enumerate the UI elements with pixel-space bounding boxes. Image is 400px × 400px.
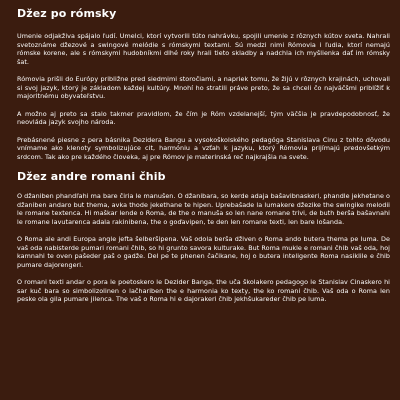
paragraph: O Roma ale andi Europa angle jefta šelberšipena. Vaš odola berša dživen o Roma ando butera thema pe luma. De vaš oda nabisterde pumari romani čhib, so hi grunto savora kulturake. But Roma mukle e romani čhib vaš oda, hoj kamnahi te oven pašeder paš o gadže. Del pe te phenen čačikane, hoj o butera inteligente Roma nasiklile e čhib pumare dajorengeri. [17,235,390,269]
section-romani [17,192,390,304]
paragraph: Prebásnené piesne z pera básnika Dezidera Bangu a vysokoškolského pedagóga Stanislava Cinu z tohto dôvodu vnímame ako klenoty symbolizujúce cit, harmóniu a vzťah k jazyku, ktorý Rómovia prijímajú predovšetkým srdcom. Tak ako pre každého človeka, aj pre Rómov je materinská reč najkrajšia na svete. [17,135,390,161]
paragraph: Rómovia prišli do Európy približne pred siedmimi storočiami, a napriek tomu, že žijú v rôznych krajinách, uchovali si svoj jazyk, ktorý je základom každej kultúry. Mnohí ho stratili práve preto, že sa chceli čo najväčšmi priblížiť k majoritnému obyvateľstvu. [17,75,390,100]
section-slovak [17,32,390,161]
paragraph: A možno aj preto sa stalo takmer pravidlom, že čím je Róm vzdelanejší, tým väčšia je pravdepodobnosť, že neovláda jazyk svojho národa. [17,109,390,126]
paragraph: O romani texti andar o pora le poetoskero le Dezider Banga, the uča školakero pedagogo le Stanislav Cinaskero hi sar kuč bara so simbolizolinen o lačhariben the e harmonia ko texty, the ko romani čhib. Vaš oda o Roma len peske ola gila pumare jilenca. The vaš o Roma hi e dajorakeri čhib jekhšukareder čhib pe luma. [17,278,390,303]
paragraph: O džaniben phandľahi ma bare čiria le manušen. O džanibara, so kerde adaja bašavibnaskeri, phandle jekhetane o džaniben andaro but thema, avka thode jekethane te hipen. Uprebašade la lumakere džezike the swingike melodii le romane textenca. Hi maškar lende o Roma, de the o manuša so len nane romane trivi, de buth berša bašavnahi le romane lavutarenca adala rakinibena, the o goďavipen, te den len romane texti, len bare lošanda. [17,192,390,226]
heading-romani: Džez andre romani čhib [17,170,166,183]
heading-slovak: Džez po rómsky [17,7,117,20]
paragraph: Umenie odjakživa spájalo ľudí. Umelci, ktorí vytvorili túto nahrávku, spojili umenie z rôznych kútov sveta. Nahrali svetoznáme džezové a swingové melódie s rómskymi textami. Sú medzi nimi Rómovia i ľudia, ktorí nemajú rómske korene, ale s rómskymi hudobníkmi dlhé roky hrali tieto skladby a nadchla ich myšlienka dať im rómsky šat. [17,32,390,66]
